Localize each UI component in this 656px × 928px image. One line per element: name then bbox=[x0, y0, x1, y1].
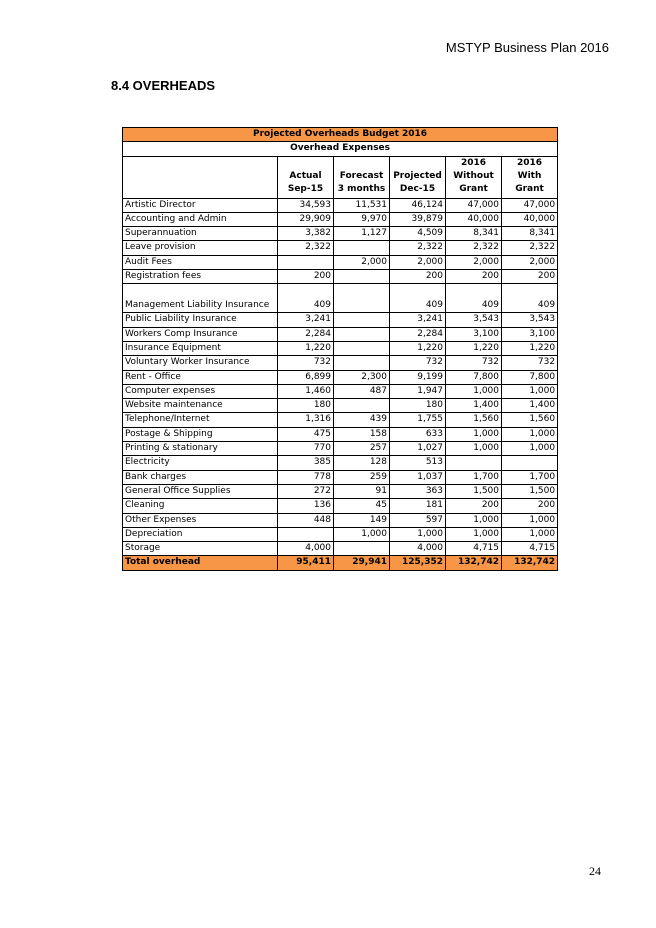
table-cell: 1,027 bbox=[390, 442, 446, 456]
table-title: Projected Overheads Budget 2016 bbox=[123, 128, 558, 142]
table-row bbox=[123, 527, 558, 541]
table-cell: 2,000 bbox=[502, 255, 558, 269]
total-label: Total overhead bbox=[123, 556, 278, 570]
total-cell: 132,742 bbox=[446, 556, 502, 570]
table-cell: 409 bbox=[390, 284, 446, 313]
table-cell: 2,284 bbox=[278, 327, 334, 341]
table-cell: 40,000 bbox=[502, 212, 558, 226]
row-label: Printing & stationary bbox=[123, 442, 278, 456]
table-cell: 200 bbox=[390, 270, 446, 284]
table-cell: 732 bbox=[502, 356, 558, 370]
table-cell: 1,220 bbox=[502, 341, 558, 355]
table-row bbox=[123, 270, 558, 284]
row-label: Computer expenses bbox=[123, 384, 278, 398]
table-row bbox=[123, 484, 558, 498]
table-cell: 363 bbox=[390, 484, 446, 498]
table-cell: 409 bbox=[278, 284, 334, 313]
row-label: Management Liability Insurance bbox=[123, 284, 278, 313]
table-cell: 770 bbox=[278, 442, 334, 456]
table-row bbox=[123, 255, 558, 269]
table-cell: 778 bbox=[278, 470, 334, 484]
table-row bbox=[123, 542, 558, 556]
table-row bbox=[123, 384, 558, 398]
table-cell bbox=[334, 313, 390, 327]
table-cell: 9,199 bbox=[390, 370, 446, 384]
table-cell: 2,000 bbox=[446, 255, 502, 269]
table-cell bbox=[334, 241, 390, 255]
table-cell: 439 bbox=[334, 413, 390, 427]
table-cell: 128 bbox=[334, 456, 390, 470]
table-cell: 8,341 bbox=[446, 227, 502, 241]
table-cell: 1,400 bbox=[502, 399, 558, 413]
table-cell: 1,000 bbox=[334, 527, 390, 541]
table-cell bbox=[334, 341, 390, 355]
table-cell: 45 bbox=[334, 499, 390, 513]
table-row bbox=[123, 413, 558, 427]
table-cell: 1,500 bbox=[446, 484, 502, 498]
table-title-row bbox=[123, 128, 558, 142]
total-cell: 95,411 bbox=[278, 556, 334, 570]
table-cell bbox=[334, 356, 390, 370]
table-cell: 4,715 bbox=[446, 542, 502, 556]
table-cell: 11,531 bbox=[334, 198, 390, 212]
table-cell: 257 bbox=[334, 442, 390, 456]
table-cell: 3,241 bbox=[390, 313, 446, 327]
table-row bbox=[123, 470, 558, 484]
table-cell: 6,899 bbox=[278, 370, 334, 384]
row-label: Telephone/Internet bbox=[123, 413, 278, 427]
table-cell: 409 bbox=[502, 284, 558, 313]
row-label: Voluntary Worker Insurance bbox=[123, 356, 278, 370]
row-label: Superannuation bbox=[123, 227, 278, 241]
table-cell bbox=[502, 456, 558, 470]
table-row bbox=[123, 284, 558, 313]
table-cell: 200 bbox=[446, 499, 502, 513]
table-cell: 3,241 bbox=[278, 313, 334, 327]
table-cell: 597 bbox=[390, 513, 446, 527]
table-cell: 4,000 bbox=[390, 542, 446, 556]
table-cell: 1,316 bbox=[278, 413, 334, 427]
table-row bbox=[123, 241, 558, 255]
row-label: Registration fees bbox=[123, 270, 278, 284]
table-cell: 1,947 bbox=[390, 384, 446, 398]
column-header-actual: Actual Sep-15 bbox=[278, 156, 334, 198]
table-cell: 1,560 bbox=[446, 413, 502, 427]
table-cell: 448 bbox=[278, 513, 334, 527]
total-cell: 132,742 bbox=[502, 556, 558, 570]
row-label: Bank charges bbox=[123, 470, 278, 484]
column-header-projected: Projected Dec-15 bbox=[390, 156, 446, 198]
column-header-forecast: Forecast 3 months bbox=[334, 156, 390, 198]
row-label: Insurance Equipment bbox=[123, 341, 278, 355]
row-label: Other Expenses bbox=[123, 513, 278, 527]
row-label: Workers Comp Insurance bbox=[123, 327, 278, 341]
table-cell: 2,322 bbox=[390, 241, 446, 255]
table-cell: 1,037 bbox=[390, 470, 446, 484]
table-cell bbox=[334, 270, 390, 284]
table-cell bbox=[446, 456, 502, 470]
table-cell: 3,100 bbox=[502, 327, 558, 341]
table-row bbox=[123, 341, 558, 355]
table-cell: 136 bbox=[278, 499, 334, 513]
table-cell: 2,322 bbox=[502, 241, 558, 255]
table-cell bbox=[278, 255, 334, 269]
table-cell: 385 bbox=[278, 456, 334, 470]
table-cell: 29,909 bbox=[278, 212, 334, 226]
table-cell: 1,700 bbox=[446, 470, 502, 484]
table-cell: 47,000 bbox=[502, 198, 558, 212]
table-cell: 1,220 bbox=[446, 341, 502, 355]
table-cell: 181 bbox=[390, 499, 446, 513]
table-cell: 2,284 bbox=[390, 327, 446, 341]
row-label: Rent - Office bbox=[123, 370, 278, 384]
table-cell: 633 bbox=[390, 427, 446, 441]
total-cell: 29,941 bbox=[334, 556, 390, 570]
table-cell: 7,800 bbox=[502, 370, 558, 384]
table-cell: 47,000 bbox=[446, 198, 502, 212]
row-label: Depreciation bbox=[123, 527, 278, 541]
table-cell: 3,382 bbox=[278, 227, 334, 241]
column-header-with-grant: 2016 With Grant bbox=[502, 156, 558, 198]
row-label: General Office Supplies bbox=[123, 484, 278, 498]
table-cell: 4,000 bbox=[278, 542, 334, 556]
table-cell: 7,800 bbox=[446, 370, 502, 384]
table-row bbox=[123, 327, 558, 341]
table-cell: 1,220 bbox=[278, 341, 334, 355]
table-cell: 1,700 bbox=[502, 470, 558, 484]
table-cell: 1,000 bbox=[502, 513, 558, 527]
row-label: Electricity bbox=[123, 456, 278, 470]
table-cell: 1,755 bbox=[390, 413, 446, 427]
table-row bbox=[123, 442, 558, 456]
table-cell: 1,500 bbox=[502, 484, 558, 498]
table-cell: 1,000 bbox=[446, 427, 502, 441]
table-cell: 487 bbox=[334, 384, 390, 398]
table-cell: 1,400 bbox=[446, 399, 502, 413]
table-cell: 2,000 bbox=[390, 255, 446, 269]
table-cell: 3,100 bbox=[446, 327, 502, 341]
table-cell: 2,322 bbox=[278, 241, 334, 255]
table-row bbox=[123, 456, 558, 470]
table-cell: 272 bbox=[278, 484, 334, 498]
table-cell: 3,543 bbox=[502, 313, 558, 327]
table-cell: 1,127 bbox=[334, 227, 390, 241]
table-row bbox=[123, 212, 558, 226]
table-cell: 200 bbox=[278, 270, 334, 284]
column-header-row bbox=[123, 156, 558, 198]
document-header: MSTYP Business Plan 2016 bbox=[445, 40, 609, 55]
table-cell: 1,000 bbox=[446, 513, 502, 527]
table-subtitle: Overhead Expenses bbox=[123, 142, 558, 156]
table-cell: 200 bbox=[446, 270, 502, 284]
table-cell: 409 bbox=[446, 284, 502, 313]
table-cell: 1,000 bbox=[390, 527, 446, 541]
table-cell: 149 bbox=[334, 513, 390, 527]
table-cell: 259 bbox=[334, 470, 390, 484]
table-cell: 180 bbox=[278, 399, 334, 413]
table-cell: 732 bbox=[446, 356, 502, 370]
table-cell: 158 bbox=[334, 427, 390, 441]
table-row bbox=[123, 313, 558, 327]
table-cell: 1,000 bbox=[502, 384, 558, 398]
table-row bbox=[123, 227, 558, 241]
table-cell bbox=[278, 527, 334, 541]
section-title: 8.4 OVERHEADS bbox=[111, 78, 216, 93]
total-cell: 125,352 bbox=[390, 556, 446, 570]
table-cell: 1,000 bbox=[446, 527, 502, 541]
table-cell bbox=[334, 399, 390, 413]
row-label: Storage bbox=[123, 542, 278, 556]
table-cell: 1,220 bbox=[390, 341, 446, 355]
table-cell: 1,000 bbox=[502, 442, 558, 456]
row-label: Public Liability Insurance bbox=[123, 313, 278, 327]
table-cell: 1,000 bbox=[502, 527, 558, 541]
table-cell: 2,000 bbox=[334, 255, 390, 269]
row-label: Postage & Shipping bbox=[123, 427, 278, 441]
table-cell: 1,000 bbox=[502, 427, 558, 441]
table-cell: 40,000 bbox=[446, 212, 502, 226]
table-cell: 732 bbox=[390, 356, 446, 370]
table-cell: 34,593 bbox=[278, 198, 334, 212]
row-label: Accounting and Admin bbox=[123, 212, 278, 226]
table-cell: 1,000 bbox=[446, 442, 502, 456]
table-cell: 39,879 bbox=[390, 212, 446, 226]
table-row bbox=[123, 198, 558, 212]
table-cell: 2,322 bbox=[446, 241, 502, 255]
row-label: Artistic Director bbox=[123, 198, 278, 212]
page-number: 24 bbox=[589, 864, 601, 878]
table-cell: 4,509 bbox=[390, 227, 446, 241]
table-cell: 1,000 bbox=[446, 384, 502, 398]
table-cell bbox=[334, 542, 390, 556]
table-row bbox=[123, 513, 558, 527]
table-cell: 91 bbox=[334, 484, 390, 498]
table-cell: 1,560 bbox=[502, 413, 558, 427]
total-row bbox=[123, 556, 558, 570]
table-cell: 200 bbox=[502, 499, 558, 513]
table-cell: 513 bbox=[390, 456, 446, 470]
column-header-label bbox=[123, 156, 278, 198]
row-label: Website maintenance bbox=[123, 399, 278, 413]
table-cell: 9,970 bbox=[334, 212, 390, 226]
overheads-budget-table bbox=[122, 127, 558, 571]
table-subtitle-row bbox=[123, 142, 558, 156]
table-row bbox=[123, 499, 558, 513]
table-cell bbox=[334, 284, 390, 313]
row-label: Leave provision bbox=[123, 241, 278, 255]
row-label: Audit Fees bbox=[123, 255, 278, 269]
table-row bbox=[123, 356, 558, 370]
table-cell: 2,300 bbox=[334, 370, 390, 384]
table-cell: 475 bbox=[278, 427, 334, 441]
table-row bbox=[123, 427, 558, 441]
table-cell: 46,124 bbox=[390, 198, 446, 212]
table-cell: 180 bbox=[390, 399, 446, 413]
table-cell: 1,460 bbox=[278, 384, 334, 398]
row-label: Cleaning bbox=[123, 499, 278, 513]
table-cell bbox=[334, 327, 390, 341]
table-cell: 3,543 bbox=[446, 313, 502, 327]
table-cell: 4,715 bbox=[502, 542, 558, 556]
table-cell: 732 bbox=[278, 356, 334, 370]
table-row bbox=[123, 399, 558, 413]
column-header-without-grant: 2016 Without Grant bbox=[446, 156, 502, 198]
table-cell: 200 bbox=[502, 270, 558, 284]
table-row bbox=[123, 370, 558, 384]
table-cell: 8,341 bbox=[502, 227, 558, 241]
